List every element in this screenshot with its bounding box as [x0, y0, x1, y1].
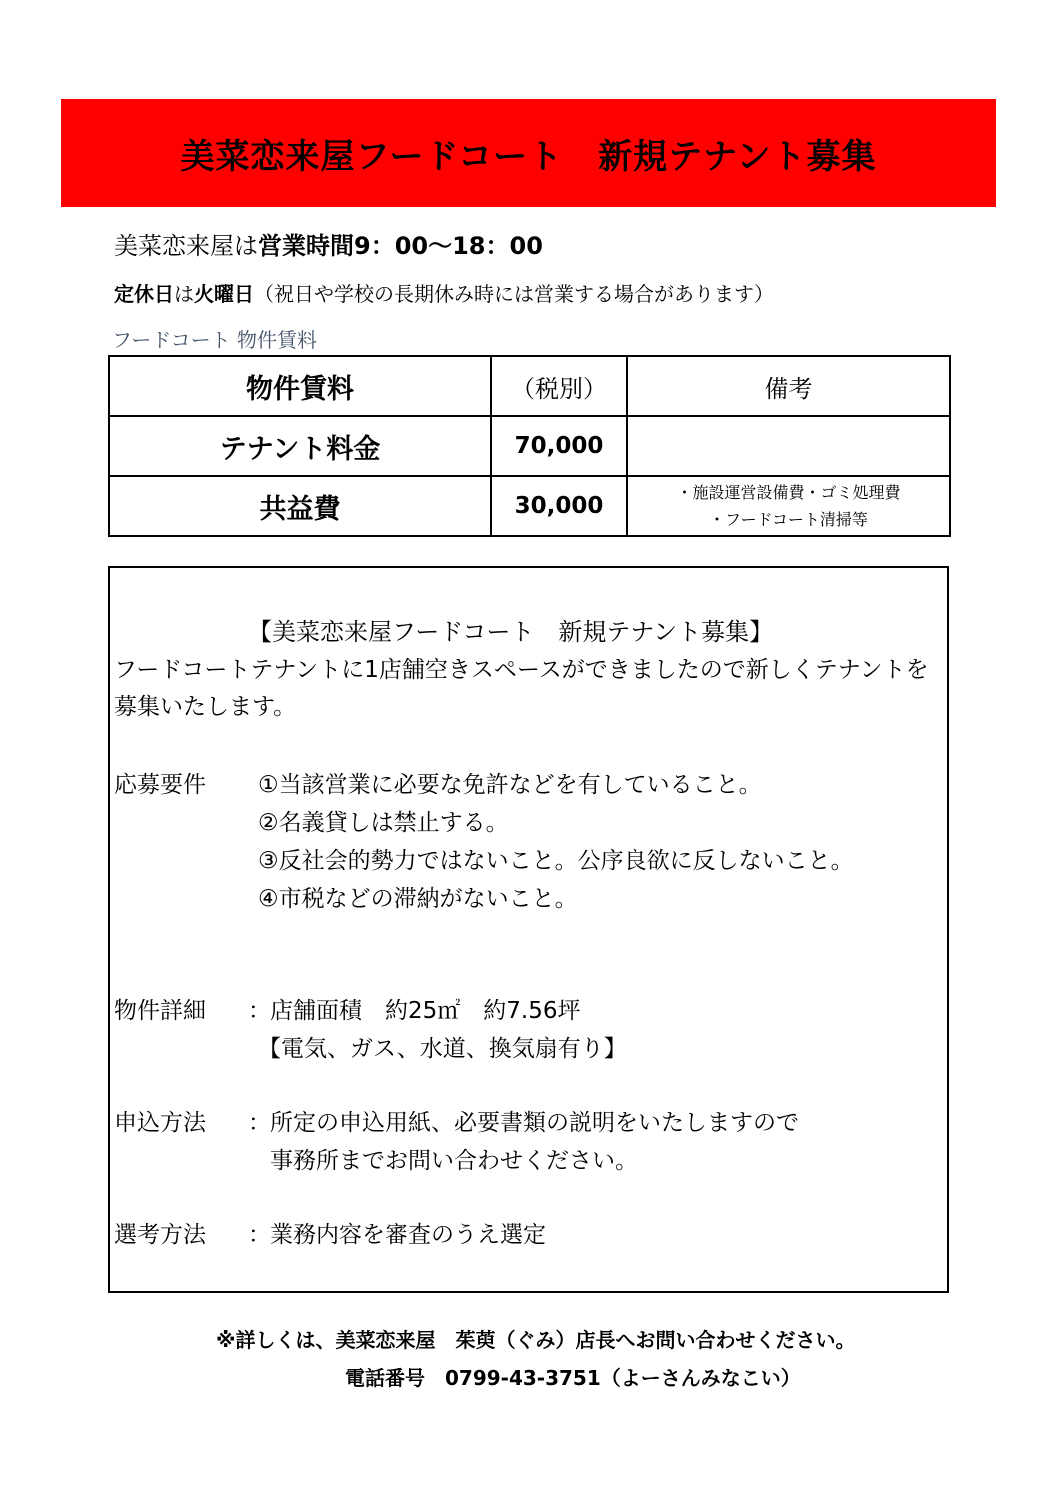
row-amount: 70,000 [491, 416, 627, 476]
table-header-row [109, 356, 950, 416]
row-note [627, 476, 950, 536]
row-note-line: ・フードコート清掃等 [709, 510, 868, 529]
property-line: 【電気、ガス、水道、換気扇有り】 [258, 1036, 627, 1062]
recruitment-notice [108, 566, 949, 1293]
table-row [109, 416, 950, 476]
row-name: 共益費 [109, 476, 491, 536]
requirement-item: ②名義貸しは禁止する。 [258, 810, 509, 836]
row-amount: 30,000 [491, 476, 627, 536]
application-label: 申込方法 [114, 1110, 206, 1136]
row-note [627, 416, 950, 476]
rent-table [108, 355, 951, 537]
closed-day [114, 278, 774, 307]
title-banner [61, 99, 996, 207]
holiday-particle: は [174, 282, 194, 306]
application-line: 事務所までお問い合わせください。 [270, 1148, 638, 1174]
notice-intro: フードコートテナントに1店舗空きスペースができましたので新しくテナントを募集いたします。 [114, 657, 929, 720]
requirements-label: 応募要件 [114, 772, 206, 798]
requirement-item: ④市税などの滞納がないこと。 [258, 886, 578, 912]
header-rent: 物件賃料 [109, 356, 491, 416]
row-note-line: ・施設運営設備費・ゴミ処理費 [676, 483, 901, 502]
header-tax: （税別） [491, 356, 627, 416]
hours-prefix: 美菜恋来屋は [114, 232, 258, 260]
contact-note: ※詳しくは、美菜恋来屋 茱萸（ぐみ）店長へお問い合わせください。 [216, 1328, 856, 1352]
selection-colon: ： [248, 1222, 271, 1248]
selection-line: 業務内容を審査のうえ選定 [270, 1222, 546, 1248]
application-line: 所定の申込用紙、必要書類の説明をいたしますので [270, 1110, 799, 1136]
requirement-item: ①当該営業に必要な免許などを有していること。 [258, 772, 762, 798]
business-hours [114, 226, 543, 261]
requirement-item: ③反社会的勢力ではないこと。公序良欲に反しないこと。 [258, 848, 854, 874]
row-name: テナント料金 [109, 416, 491, 476]
property-label: 物件詳細 [114, 998, 206, 1024]
header-notes: 備考 [627, 356, 950, 416]
holiday-note: （祝日や学校の長期休み時には営業する場合があります） [254, 282, 774, 306]
property-line: 店舗面積 約25㎡ 約7.56坪 [270, 998, 581, 1024]
notice-title: 【美菜恋来屋フードコート 新規テナント募集】 [248, 618, 774, 646]
rent-section-label: フードコート 物件賃料 [112, 328, 317, 352]
page-title: 美菜恋来屋フードコート 新規テナント募集 [180, 136, 877, 177]
holiday-day: 火曜日 [194, 282, 254, 306]
hours-value: 営業時間9：00～18：00 [258, 232, 543, 260]
phone-number: 電話番号 0799-43-3751（よーさんみなこい） [345, 1366, 801, 1390]
application-colon: ： [248, 1110, 271, 1136]
holiday-label: 定休日 [114, 282, 174, 306]
selection-label: 選考方法 [114, 1222, 206, 1248]
property-colon: ： [248, 998, 271, 1024]
table-row [109, 476, 950, 536]
